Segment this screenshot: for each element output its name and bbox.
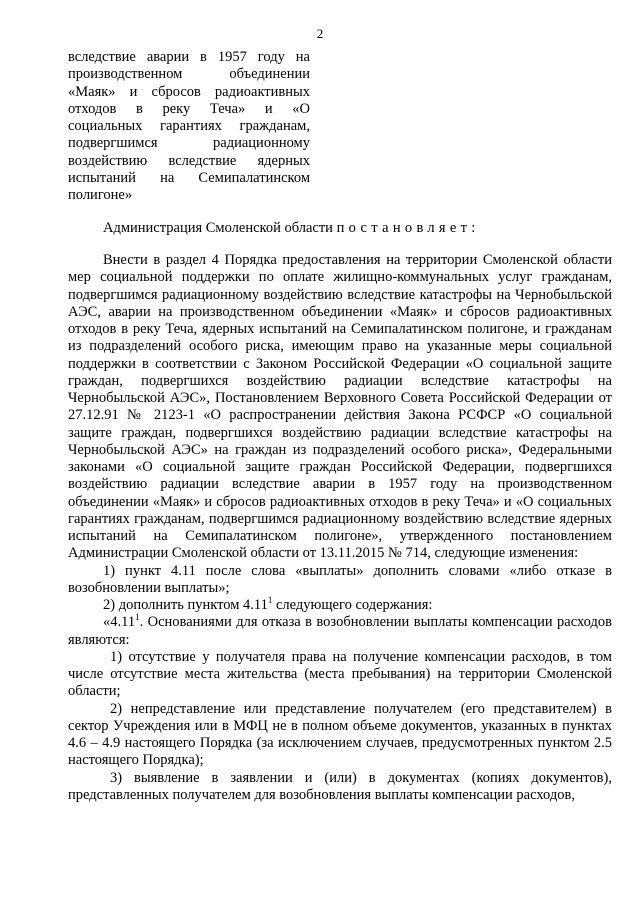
sub-item-3: 3) выявление в заявлении и (или) в документах (копиях документов), представленных получателем для возобновления выплаты компенсации расходов, [68,769,612,803]
title-line: полигоне» [68,187,133,204]
decree-statement [103,220,480,237]
title-line: вследствие аварии в 1957 году на [68,49,310,65]
point-heading [68,614,612,649]
title-line: «Маяк» и сбросов радиоактивных [68,83,310,100]
superscript: 1 [135,612,140,623]
main-paragraph: Внести в раздел 4 Порядка предоставления на территории Смоленской области мер социальной поддержки по оплате жилищно-коммунальных услуг гражданам, подвергшимся радиационному воздействию вследствие катастрофы на Чернобыльской АЭС, аварии на производственном объединении «Маяк» и сбросов радиоактивных отходов в реку Теча, ядерных испытаний на Семипалатинском полигоне, и гражданам из подразделений особого риска, имеющим право на указанные меры социальной поддержки в соответствии с Законом Российской Федерации «О социальной защите граждан, подвергшихся воздействию радиации вследствие катастрофы на Чернобыльской АЭС», Постановлением Верховного Совета Российской Федерации от 27.12.91 № 2123-1 «О распространении действия Закона РСФСР «О социальной защите граждан, подвергшихся воздействию радиации вследствие катастрофы на Чернобыльской АЭС» на граждан из подразделений особого риска», Федеральными законами «О социальной защите граждан Российской Федерации, подвергшихся воздействию радиации вследствие аварии в 1957 году на производственном объединении «Маяк» и сбросов радиоактивных отходов в реку Теча» и «О социальных гарантиях гражданам, подвергшимся радиационному воздействию вследствие ядерных испытаний на Семипалатинском полигоне», утвержденного постановлением Администрации Смоленской области от 13.11.2015 № 714, следующие изменения: [68,252,612,562]
title-line: подвергшимся радиационному [68,135,310,152]
decree-prefix: Администрация Смоленской области [103,220,337,236]
amendment-item-2-text: 2) дополнить пунктом 4.11 [103,597,268,613]
title-line: воздействию вследствие ядерных [68,152,310,169]
title-line: отходов в реку Теча» и «О [68,100,310,117]
title-line: социальных гарантиях гражданам, [68,118,310,135]
amendment-item-2 [68,597,612,614]
title-line: испытаний на Семипалатинском [68,170,310,187]
sub-item-1: 1) отсутствие у получателя права на получение компенсации расходов, в том числе отсутствие места жительства (места пребывания) на территории Смоленской области; [68,648,612,700]
amendment-item-2-rest: следующего содержания: [272,597,433,613]
document-title-block [68,49,310,205]
amendment-item-1: 1) пункт 4.11 после слова «выплаты» дополнить словами «либо отказе в возобновлении выплаты»; [68,562,612,596]
page-number: 2 [316,26,324,41]
document-body [68,252,612,804]
superscript: 1 [267,595,273,606]
sub-item-2: 2) непредставление или представление получателем (его представителем) в сектор Учреждения или в МФЦ не в полном объеме документов, указанных в пунктах 4.6 – 4.9 настоящего Порядка (за исключением случаев, предусмотренных пунктом 2.5 настоящего Порядка); [68,700,612,769]
decree-keyword: постановляет: [336,220,480,236]
point-text: . Основаниями для отказа в возобновлении выплаты компенсации расходов являются: [68,614,612,648]
point-number: «4.11 [103,614,136,631]
title-line: производственном объединении [68,66,310,83]
